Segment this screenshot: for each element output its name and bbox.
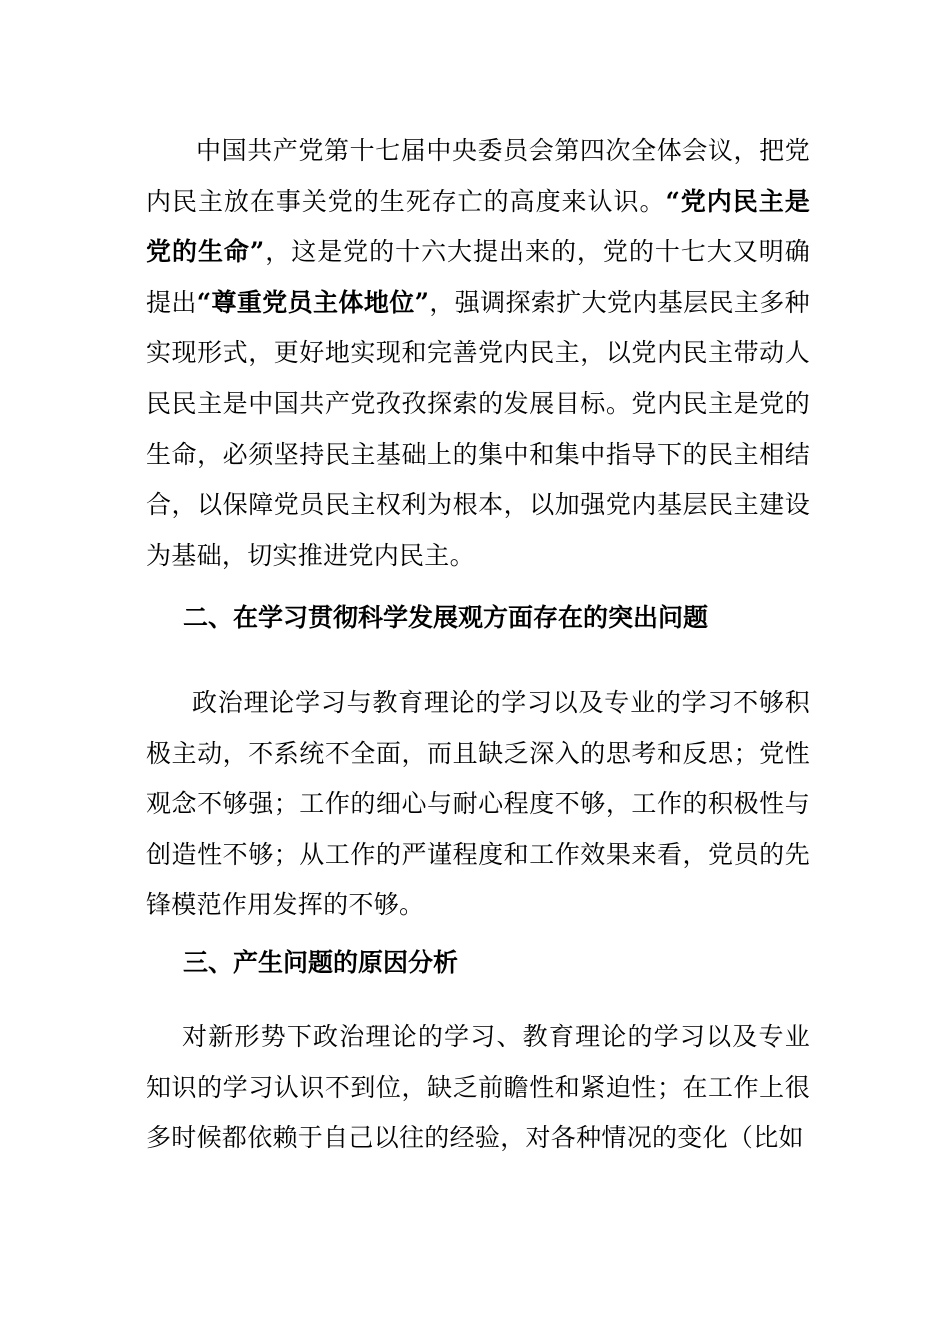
section-heading-2: 二、在学习贯彻科学发展观方面存在的突出问题 — [183, 603, 709, 632]
paragraph-problems: 政治理论学习与教育理论的学习以及专业的学习不够积极主动，不系统不全面，而且缺乏深入的思考和反思；党性观念不够强；工作的细心与耐心程度不够，工作的积极性与创造性不够；从工作的严谨程度和工作效果来看，党员的先锋模范作用发挥的不够。 — [146, 688, 810, 920]
intro-bold-quote-1: “党内民主是党的生命” — [146, 186, 810, 267]
intro-text-1: 中国共产党第十七届中央委员会第四次全体会议，把党内民主放在事关党的生死存亡的高度来认识。 — [146, 136, 810, 216]
paragraph-intro — [146, 126, 810, 581]
paragraph-causes: 对新形势下政治理论的学习、教育理论的学习以及专业知识的学习认识不到位，缺乏前瞻性和紧迫性；在工作上很多时候都依赖于自己以往的经验，对各种情况的变化（比如 — [146, 1022, 810, 1153]
section-heading-3: 三、产生问题的原因分析 — [183, 948, 459, 977]
intro-bold-quote-2: “尊重党员主体地位” — [196, 287, 430, 317]
intro-text-2: ，这是党的十六大提出来的，党的十七大又明确提出 — [146, 237, 810, 317]
intro-text-3: ，强调探索扩大党内基层民主多种实现形式，更好地实现和完善党内民主，以党内民主带动人民民主是中国共产党孜孜探索的发展目标。党内民主是党的生命，必须坚持民主基础上的集中和集中指导下的民主相结合，以保障党员民主权利为根本，以加强党内基层民主建设为基础，切实推进党内民主。 — [146, 287, 810, 570]
